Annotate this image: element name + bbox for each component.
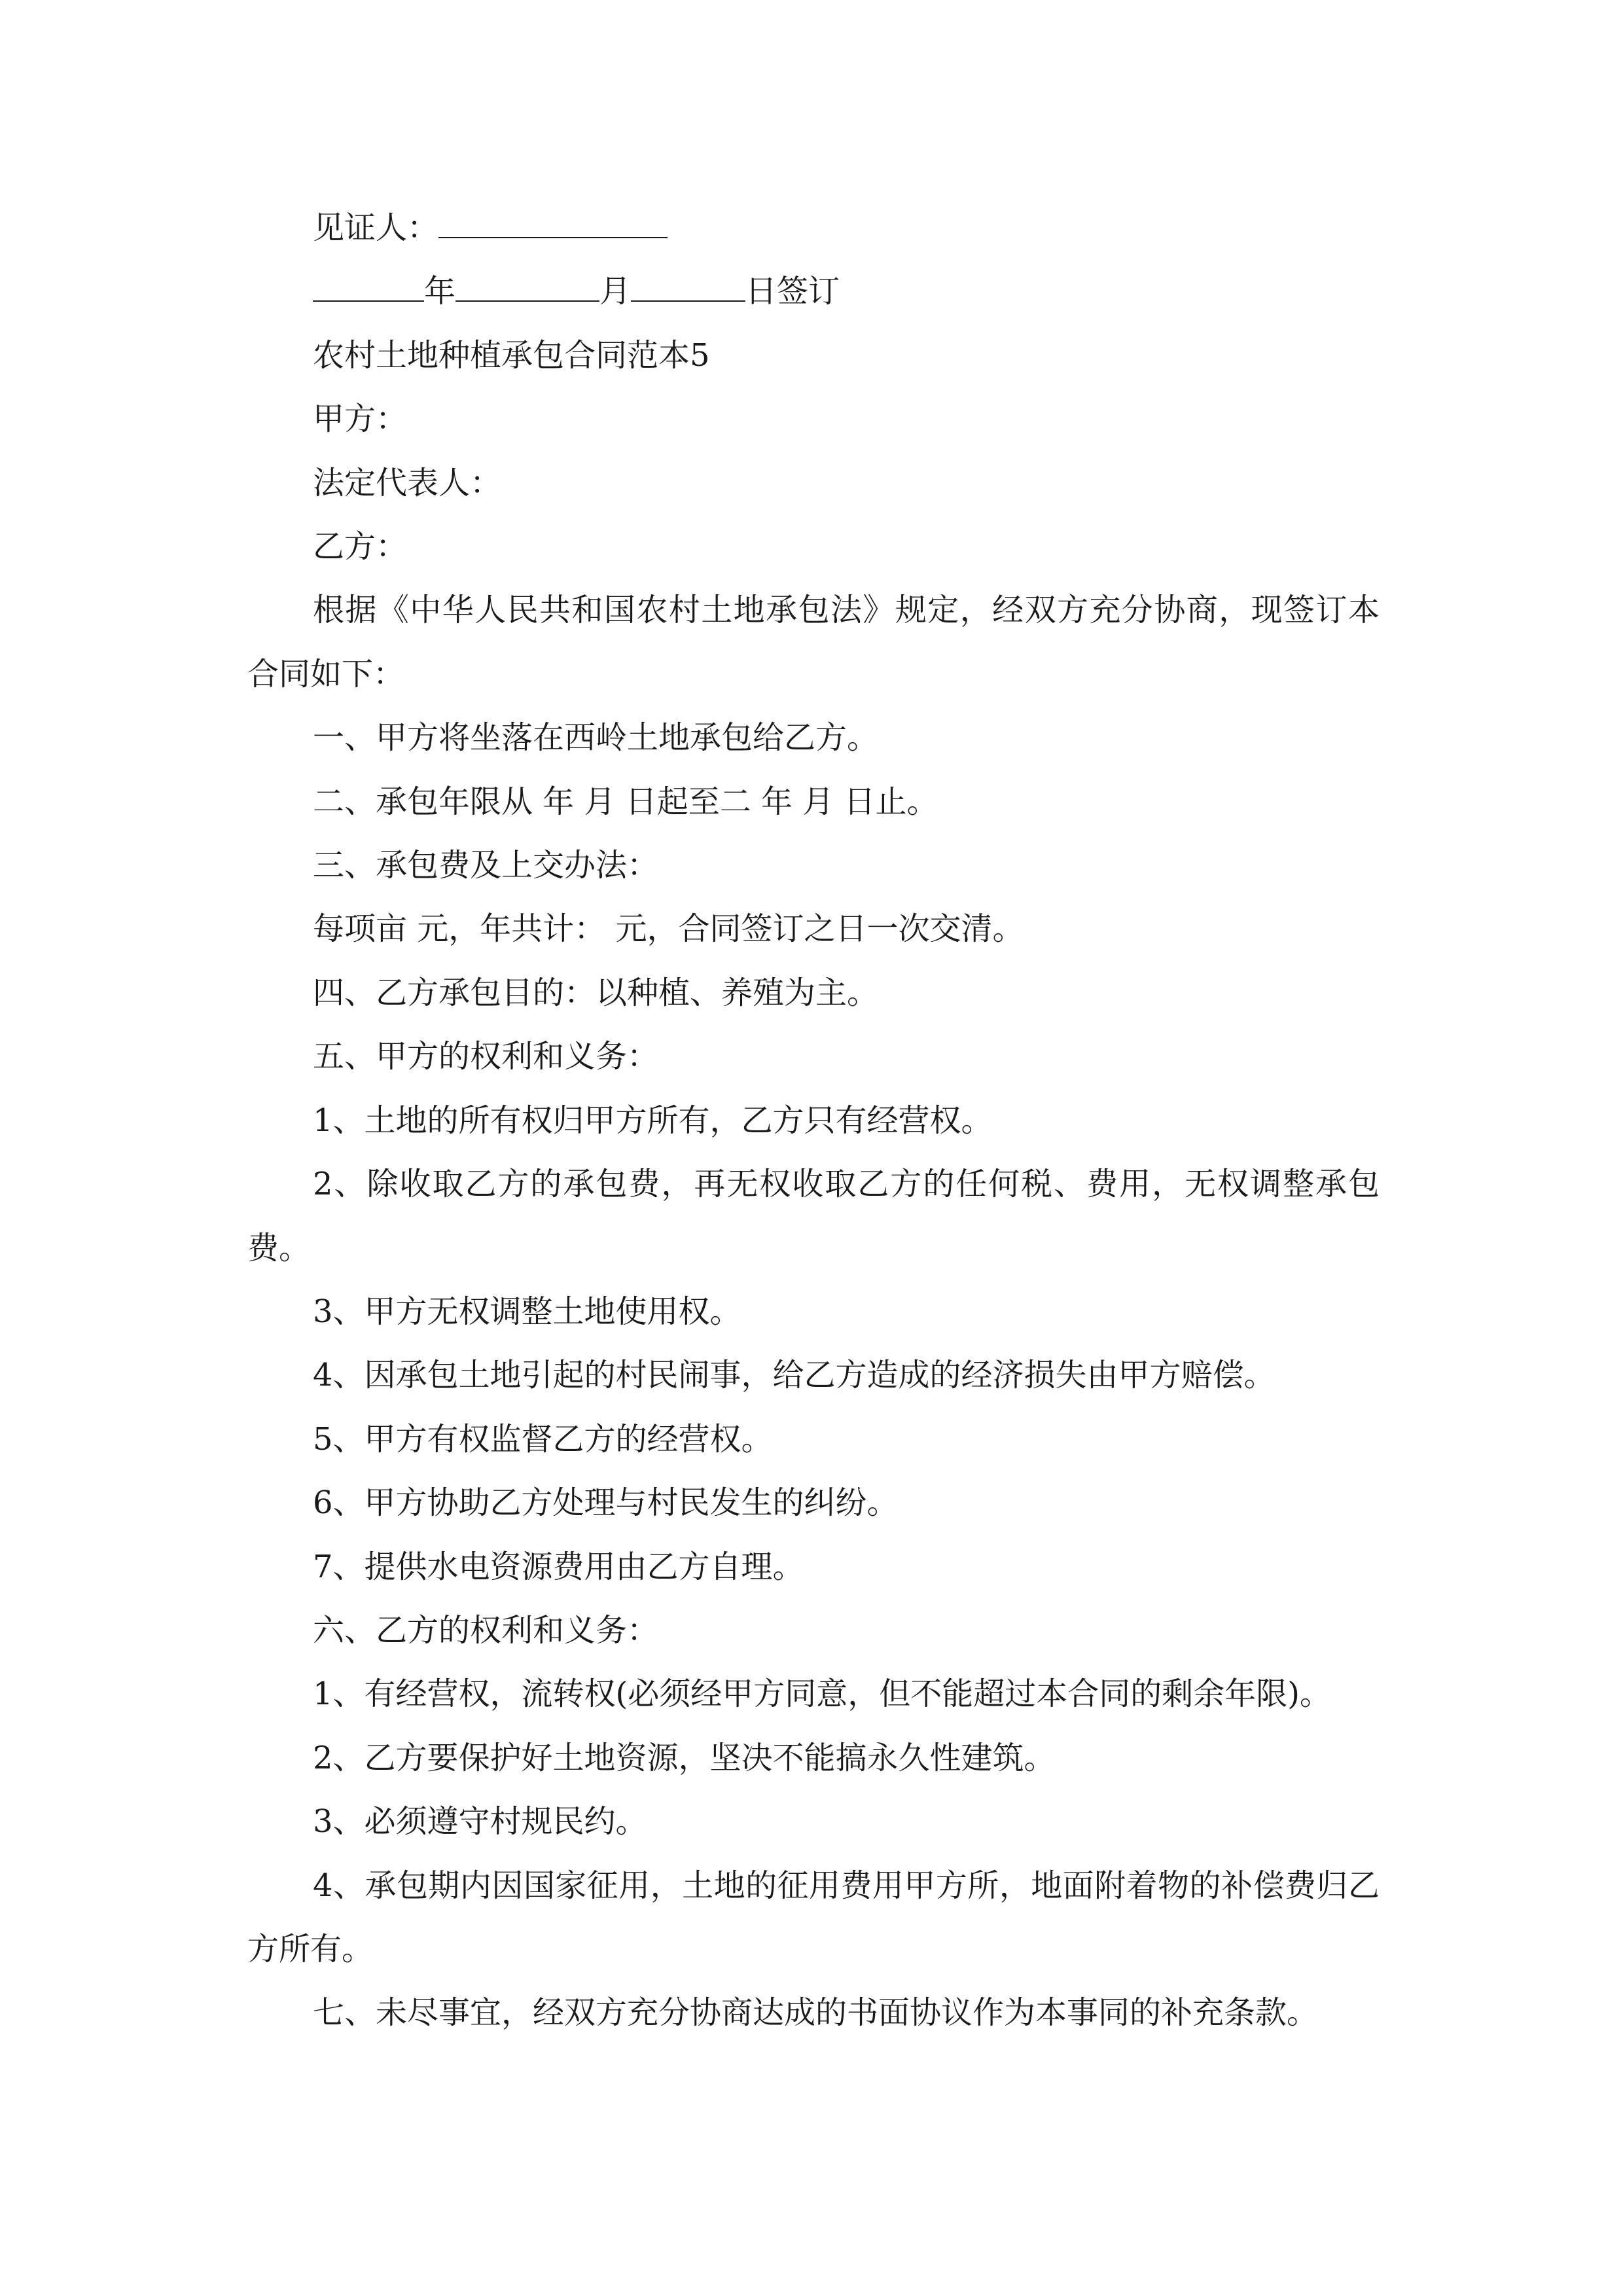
clause-6-item-3: 3、必须遵守村规民约。 [313, 1803, 647, 1840]
clause-5-item-1: 1、土地的所有权归甲方所有，乙方只有经营权。 [313, 1102, 993, 1139]
clause-5-item-3: 3、甲方无权调整土地使用权。 [313, 1293, 741, 1330]
month-label: 月 [599, 273, 632, 310]
day-blank [631, 272, 745, 302]
witness-blank [438, 208, 668, 238]
clause-5-heading: 五、甲方的权利和义务： [313, 1038, 659, 1075]
party-a-label: 甲方： [313, 401, 408, 438]
clause-5-item-6: 6、甲方协助乙方处理与村民发生的纠纷。 [313, 1484, 899, 1522]
clause-5-item-5: 5、甲方有权监督乙方的经营权。 [313, 1420, 773, 1458]
signing-date-line [247, 260, 1380, 323]
day-signed-label: 日签订 [745, 273, 840, 310]
clause-6-heading: 六、乙方的权利和义务： [313, 1611, 659, 1649]
document-title: 农村土地种植承包合同范本5 [313, 336, 710, 374]
witness-label: 见证人： [313, 209, 439, 246]
clause-5-item-2: 2、除收取乙方的承包费，再无权收取乙方的任何税、费用，无权调整承包费。 [247, 1166, 1380, 1266]
clause-6-item-2: 2、乙方要保护好土地资源，坚决不能搞永久性建筑。 [313, 1739, 1056, 1776]
clause-7: 七、未尽事宜，经双方充分协商达成的书面协议作为本事同的补充条款。 [313, 1994, 1319, 2032]
clause-6-item-1: 1、有经营权，流转权(必须经甲方同意，但不能超过本合同的剩余年限)。 [313, 1676, 1331, 1713]
party-b-label: 乙方： [313, 528, 408, 565]
clause-1: 一、甲方将坐落在西岭土地承包给乙方。 [313, 719, 879, 757]
clause-5-item-4: 4、因承包土地引起的村民闹事，给乙方造成的经济损失由甲方赔偿。 [313, 1357, 1275, 1394]
document-body [247, 196, 1380, 2045]
legal-representative-label: 法定代表人： [313, 464, 502, 501]
witness-line [247, 196, 1380, 260]
clause-3-detail: 每项亩 元，年共计： 元，合同签订之日一次交清。 [313, 910, 1024, 948]
preamble-paragraph: 根据《中华人民共和国农村土地承包法》规定，经双方充分协商，现签订本合同如下： [247, 592, 1380, 692]
clause-4: 四、乙方承包目的：以种植、养殖为主。 [313, 974, 879, 1011]
month-blank [455, 272, 599, 302]
clause-3: 三、承包费及上交办法： [313, 847, 659, 884]
clause-5-item-7: 7、提供水电资源费用由乙方自理。 [313, 1548, 804, 1585]
clause-2: 二、承包年限从 年 月 日起至二 年 月 日止。 [313, 783, 938, 820]
year-label: 年 [424, 273, 456, 310]
clause-6-item-4: 4、承包期内因国家征用，土地的征用费用甲方所，地面附着物的补偿费归乙方所有。 [247, 1867, 1380, 1967]
year-blank [313, 272, 424, 302]
